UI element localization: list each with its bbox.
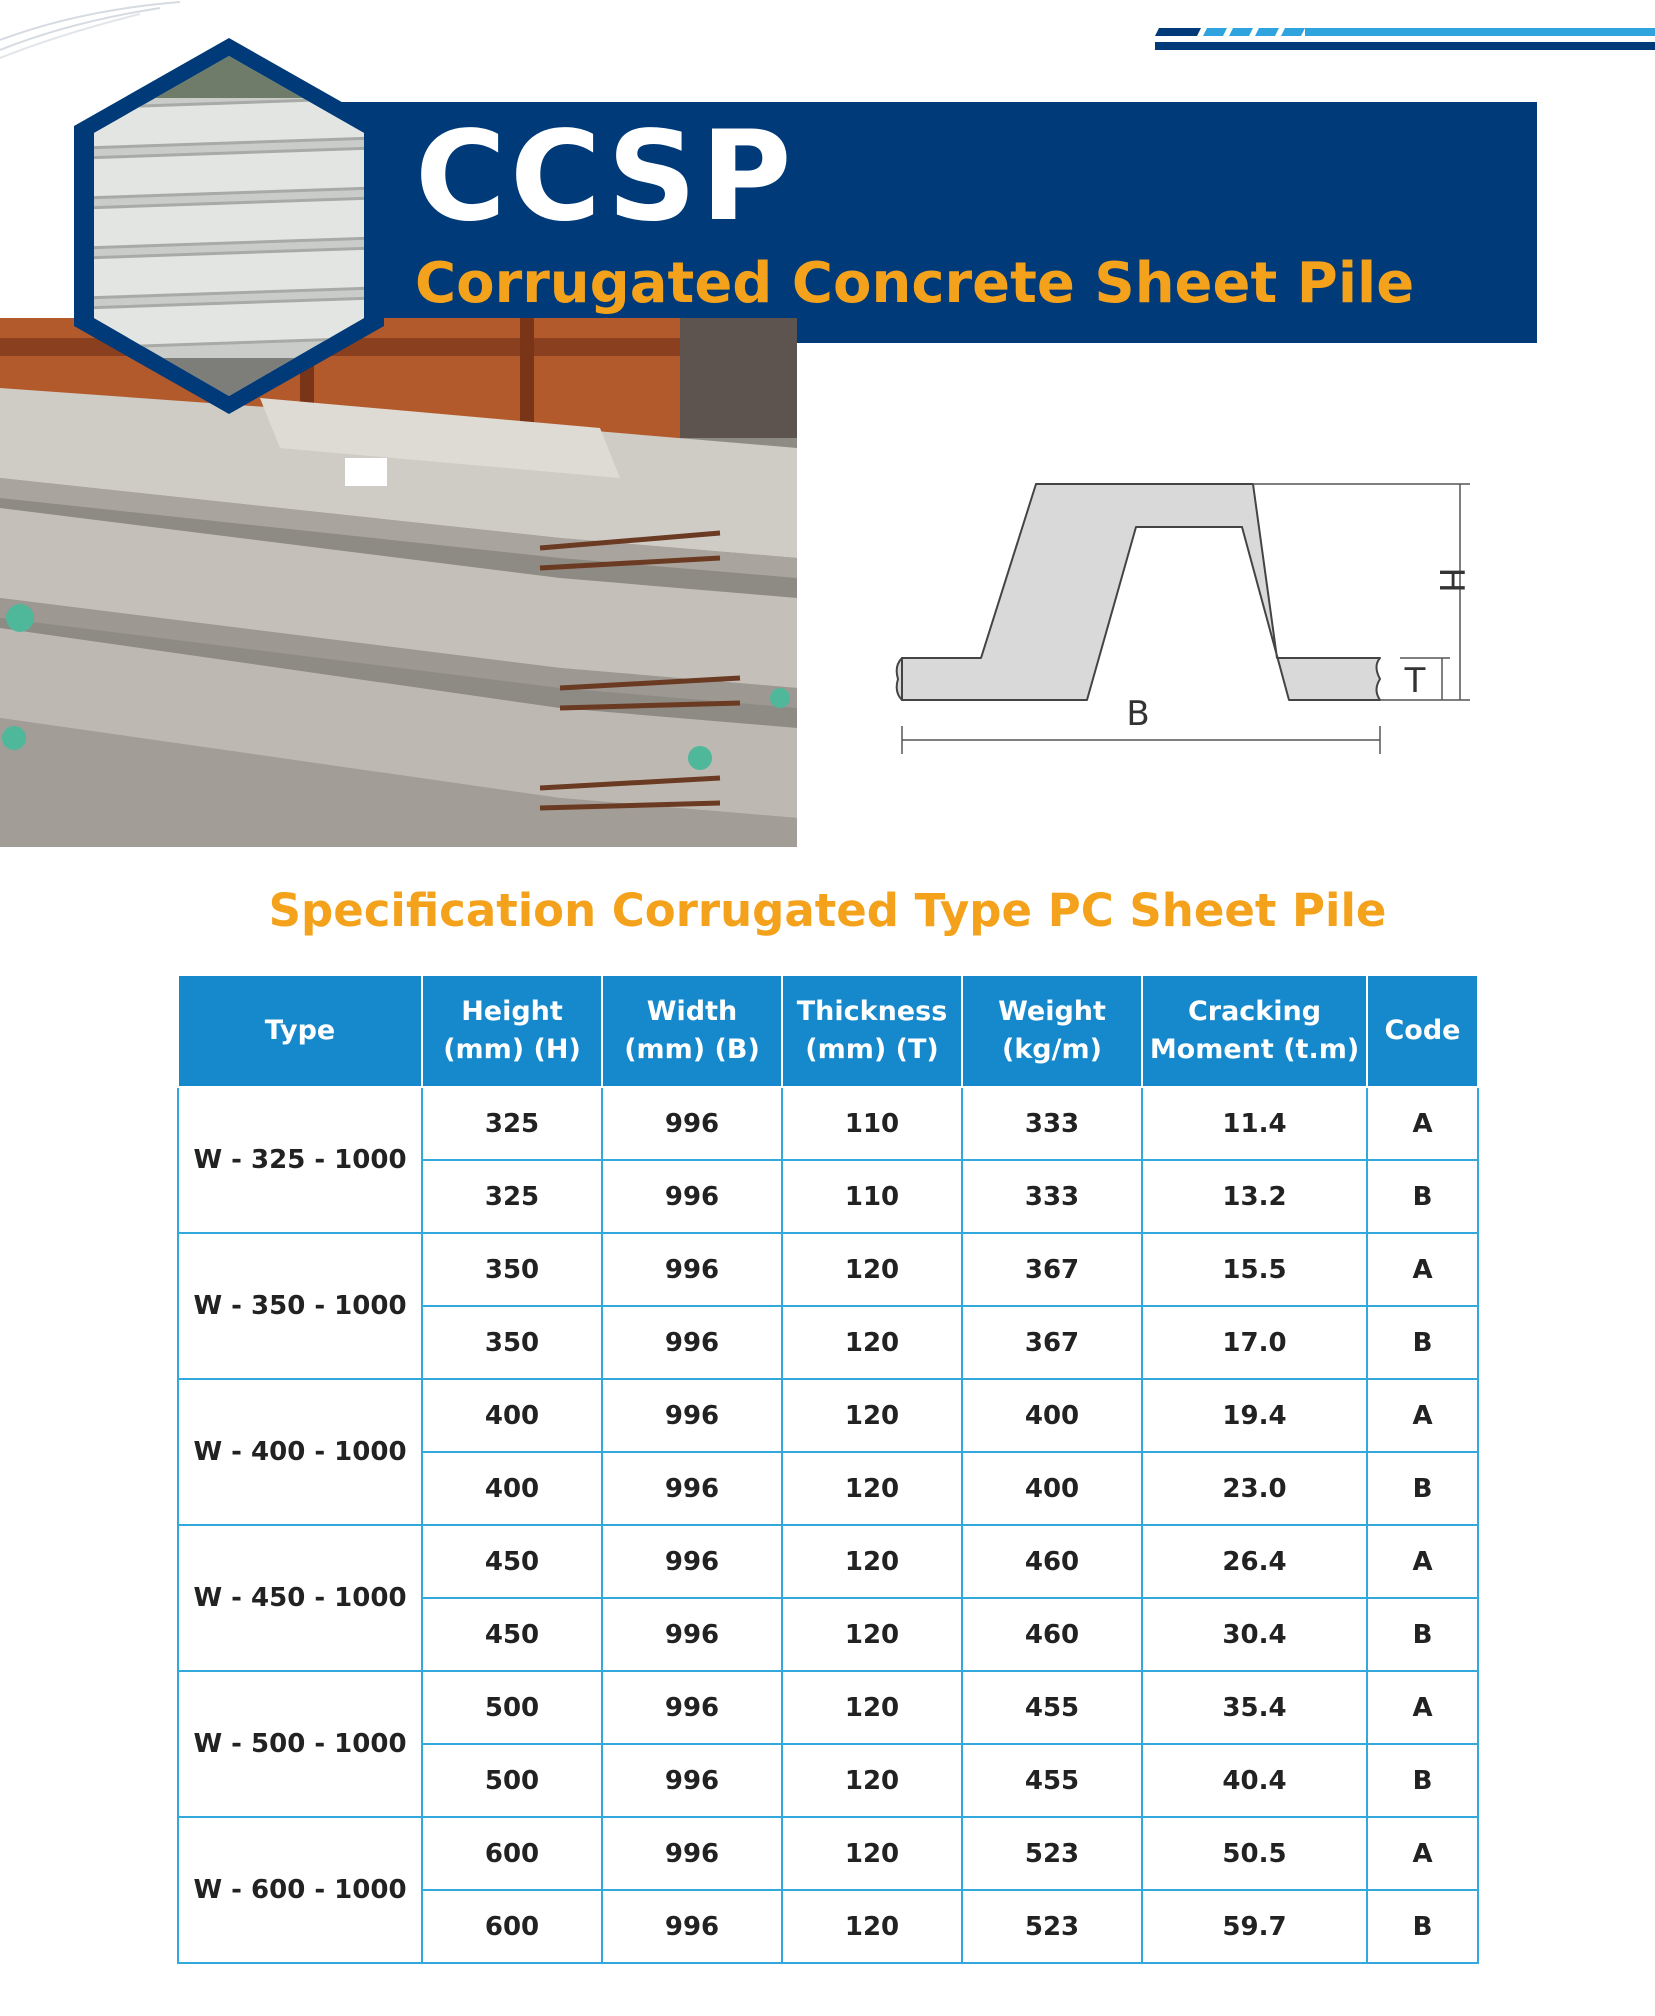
spec-title: Specification Corrugated Type PC Sheet Pile bbox=[268, 884, 1387, 937]
cross-section-diagram bbox=[880, 470, 1480, 760]
cell-height: 400 bbox=[422, 1379, 602, 1452]
cell-thickness: 120 bbox=[782, 1379, 962, 1452]
cell-width: 996 bbox=[602, 1306, 782, 1379]
decorative-stripes bbox=[1155, 24, 1655, 56]
hexagon-photo-frame bbox=[64, 38, 394, 414]
dimension-t-label: T bbox=[1404, 661, 1426, 701]
cell-height: 500 bbox=[422, 1671, 602, 1744]
col-header-width: Width (mm) (B) bbox=[602, 975, 782, 1087]
cell-weight: 400 bbox=[962, 1452, 1142, 1525]
cell-width: 996 bbox=[602, 1890, 782, 1963]
table-row bbox=[178, 1087, 1478, 1160]
cell-code: A bbox=[1367, 1525, 1478, 1598]
cell-width: 996 bbox=[602, 1744, 782, 1817]
cell-thickness: 120 bbox=[782, 1452, 962, 1525]
cell-thickness: 120 bbox=[782, 1233, 962, 1306]
cell-height: 600 bbox=[422, 1817, 602, 1890]
cell-code: A bbox=[1367, 1233, 1478, 1306]
cell-thickness: 120 bbox=[782, 1671, 962, 1744]
cell-code: B bbox=[1367, 1744, 1478, 1817]
cell-code: B bbox=[1367, 1452, 1478, 1525]
cell-weight: 333 bbox=[962, 1087, 1142, 1160]
col-header-type: Type bbox=[178, 975, 422, 1087]
cell-code: A bbox=[1367, 1087, 1478, 1160]
cell-moment: 40.4 bbox=[1142, 1744, 1367, 1817]
cell-moment: 17.0 bbox=[1142, 1306, 1367, 1379]
cell-width: 996 bbox=[602, 1671, 782, 1744]
col-header-cracking-moment: Cracking Moment (t.m) bbox=[1142, 975, 1367, 1087]
dimension-b-label: B bbox=[1126, 694, 1150, 734]
cell-type: W - 400 - 1000 bbox=[178, 1379, 422, 1525]
cell-height: 325 bbox=[422, 1160, 602, 1233]
table-row bbox=[178, 1233, 1478, 1306]
cell-weight: 455 bbox=[962, 1744, 1142, 1817]
cell-width: 996 bbox=[602, 1233, 782, 1306]
cell-type: W - 325 - 1000 bbox=[178, 1087, 422, 1233]
page-subtitle: Corrugated Concrete Sheet Pile bbox=[415, 251, 1415, 316]
cell-weight: 460 bbox=[962, 1598, 1142, 1671]
cell-thickness: 120 bbox=[782, 1817, 962, 1890]
cell-code: B bbox=[1367, 1598, 1478, 1671]
cell-width: 996 bbox=[602, 1087, 782, 1160]
cell-moment: 35.4 bbox=[1142, 1671, 1367, 1744]
cell-moment: 13.2 bbox=[1142, 1160, 1367, 1233]
dimension-h-label: H bbox=[1431, 567, 1471, 593]
cell-moment: 19.4 bbox=[1142, 1379, 1367, 1452]
cell-type: W - 450 - 1000 bbox=[178, 1525, 422, 1671]
cell-width: 996 bbox=[602, 1452, 782, 1525]
cell-code: A bbox=[1367, 1379, 1478, 1452]
cell-width: 996 bbox=[602, 1598, 782, 1671]
table-row bbox=[178, 1817, 1478, 1890]
cell-code: B bbox=[1367, 1160, 1478, 1233]
cell-height: 400 bbox=[422, 1452, 602, 1525]
col-header-code: Code bbox=[1367, 975, 1478, 1087]
cell-height: 500 bbox=[422, 1744, 602, 1817]
table-row bbox=[178, 1671, 1478, 1744]
cell-width: 996 bbox=[602, 1817, 782, 1890]
table-header-row bbox=[178, 975, 1478, 1087]
cell-moment: 15.5 bbox=[1142, 1233, 1367, 1306]
cell-height: 350 bbox=[422, 1233, 602, 1306]
cell-height: 600 bbox=[422, 1890, 602, 1963]
cell-thickness: 120 bbox=[782, 1525, 962, 1598]
cell-code: A bbox=[1367, 1817, 1478, 1890]
col-header-height: Height (mm) (H) bbox=[422, 975, 602, 1087]
cell-thickness: 120 bbox=[782, 1306, 962, 1379]
cell-thickness: 110 bbox=[782, 1160, 962, 1233]
cell-weight: 523 bbox=[962, 1817, 1142, 1890]
cell-weight: 523 bbox=[962, 1890, 1142, 1963]
cell-height: 450 bbox=[422, 1598, 602, 1671]
cell-code: B bbox=[1367, 1306, 1478, 1379]
sheet-pile-trapezoid bbox=[902, 484, 1380, 700]
cell-moment: 50.5 bbox=[1142, 1817, 1367, 1890]
cell-height: 450 bbox=[422, 1525, 602, 1598]
cell-weight: 367 bbox=[962, 1306, 1142, 1379]
cell-weight: 333 bbox=[962, 1160, 1142, 1233]
cell-weight: 455 bbox=[962, 1671, 1142, 1744]
cell-code: A bbox=[1367, 1671, 1478, 1744]
col-header-thickness: Thickness (mm) (T) bbox=[782, 975, 962, 1087]
col-header-weight: Weight (kg/m) bbox=[962, 975, 1142, 1087]
cell-moment: 30.4 bbox=[1142, 1598, 1367, 1671]
cell-code: B bbox=[1367, 1890, 1478, 1963]
cell-width: 996 bbox=[602, 1160, 782, 1233]
cell-thickness: 110 bbox=[782, 1087, 962, 1160]
cell-moment: 26.4 bbox=[1142, 1525, 1367, 1598]
cell-type: W - 350 - 1000 bbox=[178, 1233, 422, 1379]
cell-height: 350 bbox=[422, 1306, 602, 1379]
page-title: CCSP bbox=[415, 105, 796, 249]
table-row bbox=[178, 1379, 1478, 1452]
cell-thickness: 120 bbox=[782, 1890, 962, 1963]
cell-thickness: 120 bbox=[782, 1598, 962, 1671]
table-body bbox=[178, 1087, 1478, 1963]
cell-moment: 11.4 bbox=[1142, 1087, 1367, 1160]
cell-thickness: 120 bbox=[782, 1744, 962, 1817]
cell-height: 325 bbox=[422, 1087, 602, 1160]
cell-weight: 460 bbox=[962, 1525, 1142, 1598]
cell-weight: 400 bbox=[962, 1379, 1142, 1452]
cell-width: 996 bbox=[602, 1525, 782, 1598]
table-row bbox=[178, 1525, 1478, 1598]
spec-table bbox=[177, 974, 1479, 1964]
cell-type: W - 600 - 1000 bbox=[178, 1817, 422, 1963]
cell-width: 996 bbox=[602, 1379, 782, 1452]
cell-type: W - 500 - 1000 bbox=[178, 1671, 422, 1817]
cell-moment: 59.7 bbox=[1142, 1890, 1367, 1963]
cell-moment: 23.0 bbox=[1142, 1452, 1367, 1525]
cell-weight: 367 bbox=[962, 1233, 1142, 1306]
